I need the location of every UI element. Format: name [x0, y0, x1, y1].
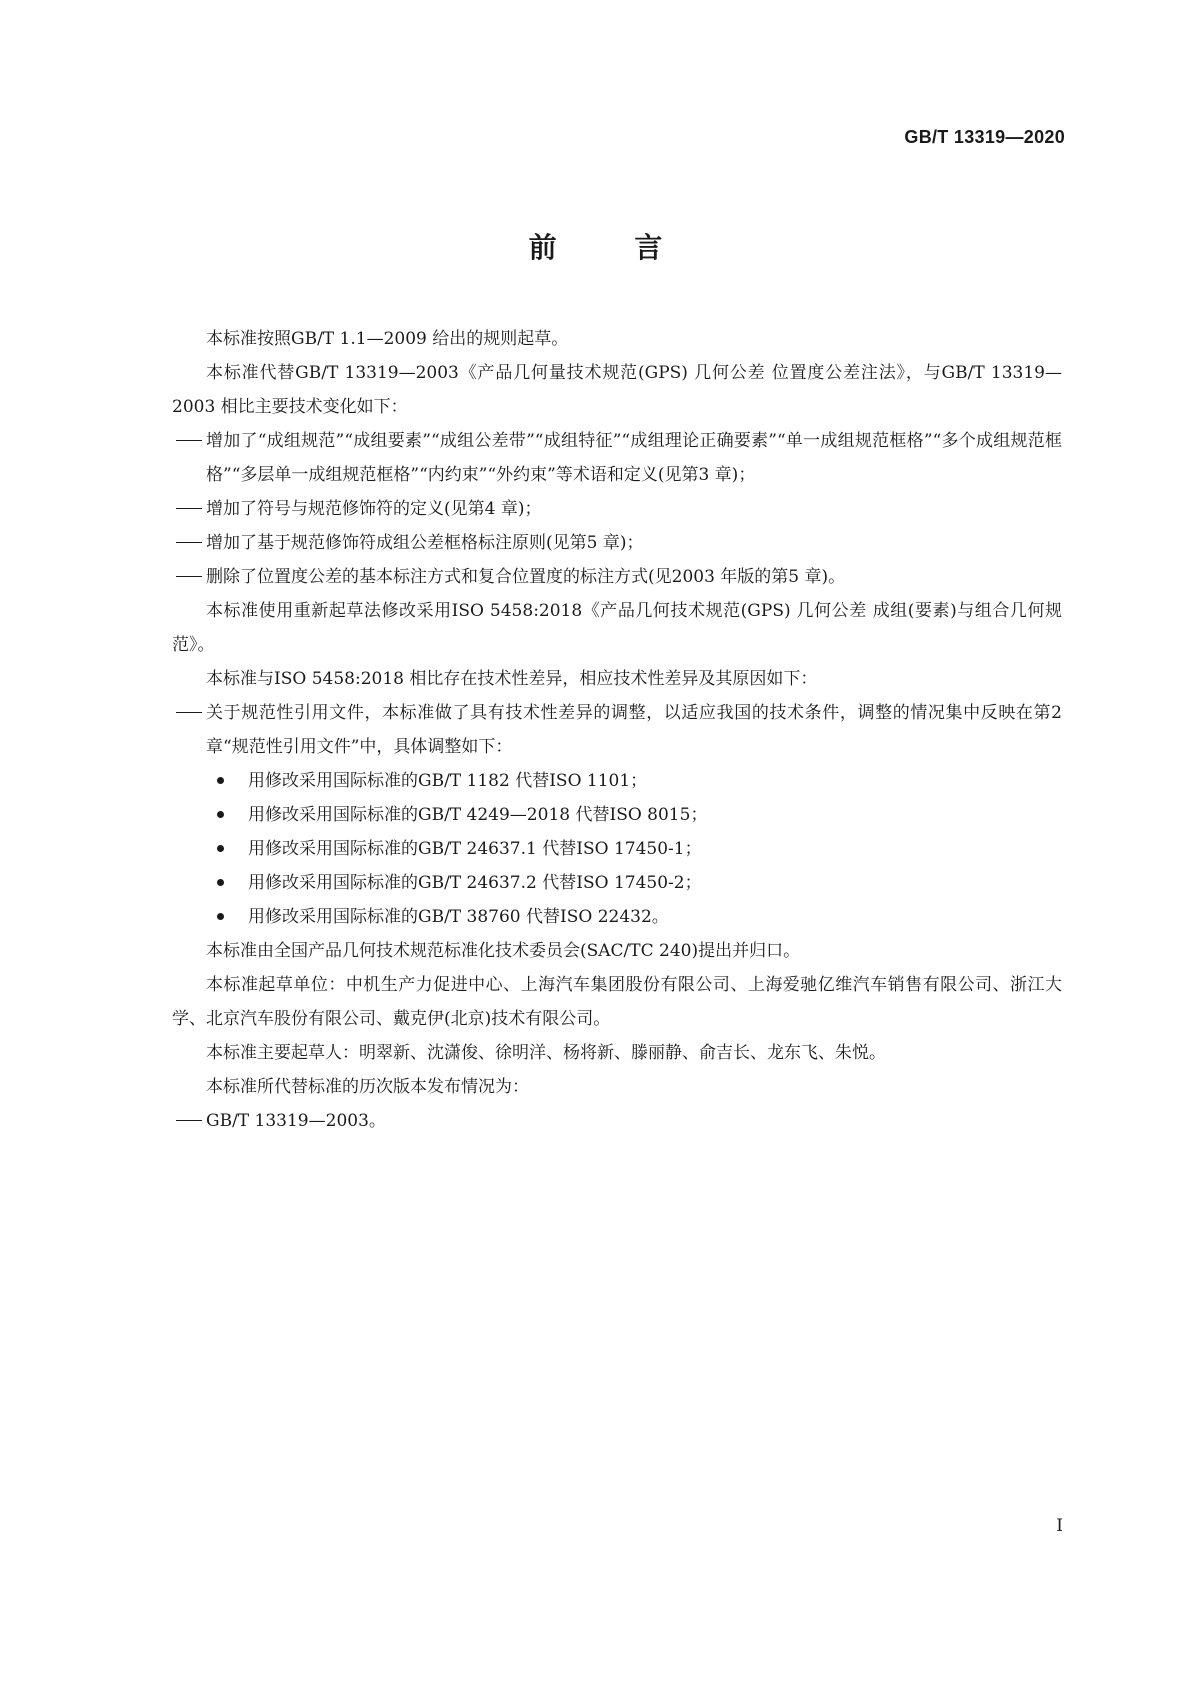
paragraph: 本标准所代替标准的历次版本发布情况为：: [206, 1077, 529, 1097]
dash-item: [172, 1104, 1062, 1138]
bullet-item: [172, 900, 1062, 934]
dash-item-text: 增加了基于规范修饰符成组公差框格标注原则(见第5 章)；: [206, 533, 644, 553]
paragraph: 本标准主要起草人：明翠新、沈潇俊、徐明洋、杨将新、滕丽静、俞吉长、龙东飞、朱悦。: [206, 1043, 886, 1063]
bullet-text: 用修改采用国际标准的GB/T 1182 代替ISO 1101；: [248, 771, 648, 791]
dash-item-text: 增加了符号与规范修饰符的定义(见第4 章)；: [206, 499, 542, 519]
bullet-text: 用修改采用国际标准的GB/T 24637.2 代替ISO 17450-2；: [248, 873, 702, 893]
dash-item: [172, 492, 1062, 526]
bullet-text: 用修改采用国际标准的GB/T 24637.1 代替ISO 17450-1；: [248, 839, 702, 859]
bullet-item: [172, 866, 1062, 900]
dash-item-text: 关于规范性引用文件，本标准做了具有技术性差异的调整，以适应我国的技术条件，调整的情况集中反映在第2 章“规范性引用文件”中，具体调整如下：: [206, 703, 1062, 757]
bullet-dot-icon: [217, 845, 224, 852]
bullet-dot-icon: [217, 811, 224, 818]
paragraph: 本标准起草单位：中机生产力促进中心、上海汽车集团股份有限公司、上海爱驰亿维汽车销售有限公司、浙江大学、北京汽车股份有限公司、戴克伊(北京)技术有限公司。: [172, 975, 1062, 1029]
paragraph: 本标准与ISO 5458:2018 相比存在技术性差异，相应技术性差异及其原因如下：: [206, 669, 818, 689]
foreword-body: [172, 322, 1062, 1138]
dash-item: [172, 526, 1062, 560]
bullet-dot-icon: [217, 879, 224, 886]
dash-item: [172, 424, 1062, 492]
bullet-item: [172, 798, 1062, 832]
page-number: I: [1056, 1516, 1063, 1536]
bullet-text: 用修改采用国际标准的GB/T 4249—2018 代替ISO 8015；: [248, 805, 708, 825]
dash-item-text: 删除了位置度公差的基本标注方式和复合位置度的标注方式(见2003 年版的第5 章)。: [206, 567, 846, 587]
paragraph: 本标准使用重新起草法修改采用ISO 5458:2018《产品几何技术规范(GPS) 几何公差 成组(要素)与组合几何规范》。: [172, 601, 1062, 655]
dash-item: [172, 696, 1062, 764]
bullet-dot-icon: [217, 913, 224, 920]
paragraph: 本标准按照GB/T 1.1—2009 给出的规则起草。: [206, 329, 569, 349]
paragraph: 本标准由全国产品几何技术规范标准化技术委员会(SAC/TC 240)提出并归口。: [206, 941, 801, 961]
dash-item-text: GB/T 13319—2003。: [206, 1111, 386, 1131]
dash-item-text: 增加了“成组规范”“成组要素”“成组公差带”“成组特征”“成组理论正确要素”“单一成组规范框格”“多个成组规范框格”“多层单一成组规范框格”“内约束”“外约束”等术语和定义(见第3 章)；: [206, 431, 1062, 485]
dash-item: [172, 560, 1062, 594]
bullet-text: 用修改采用国际标准的GB/T 38760 代替ISO 22432。: [248, 907, 669, 927]
bullet-item: [172, 764, 1062, 798]
bullet-item: [172, 832, 1062, 866]
bullet-dot-icon: [217, 777, 224, 784]
paragraph: 本标准代替GB/T 13319—2003《产品几何量技术规范(GPS) 几何公差 位置度公差注法》，与GB/T 13319—2003 相比主要技术变化如下：: [172, 363, 1062, 417]
standard-code: GB/T 13319—2020: [904, 127, 1065, 147]
page-title: 前 言: [528, 231, 697, 264]
